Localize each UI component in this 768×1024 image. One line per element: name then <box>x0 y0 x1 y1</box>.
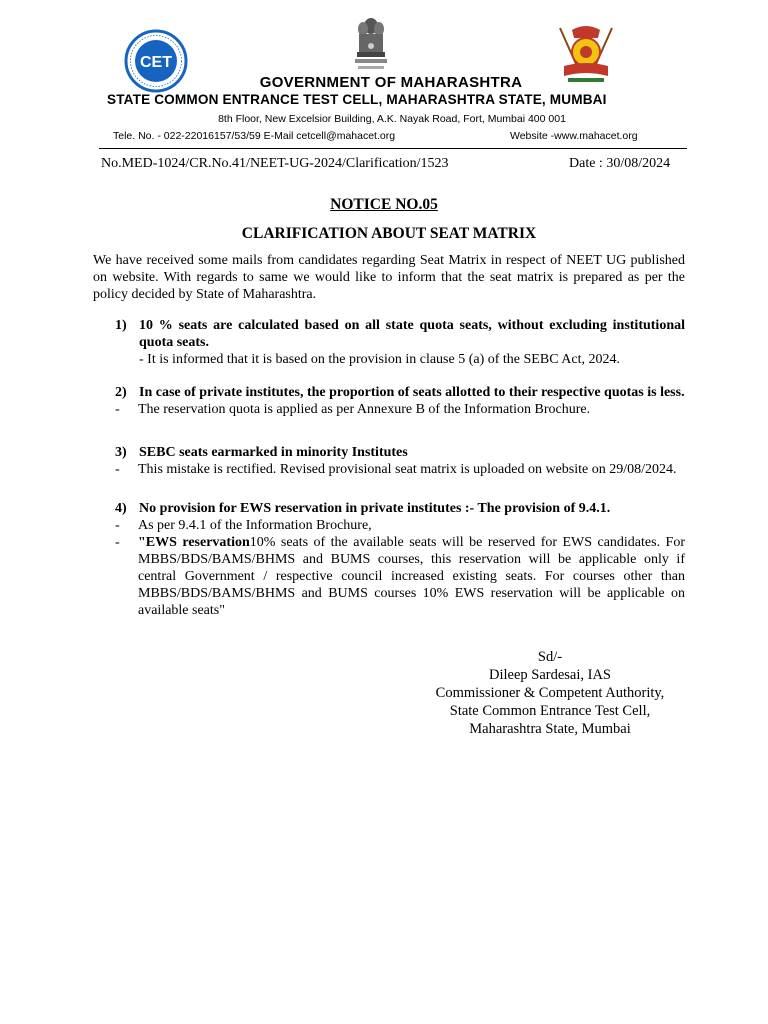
item-number: 1) <box>115 318 127 333</box>
notice-number <box>0 196 768 213</box>
item-heading: No provision for EWS reservation in private institutes :- The provision of 9.4.1. <box>139 501 611 516</box>
state-emblem-icon <box>350 16 392 80</box>
reference-number: No.MED-1024/CR.No.41/NEET-UG-2024/Clarification/1523 <box>101 156 449 171</box>
item-bullet <box>115 534 685 619</box>
item-heading: SEBC seats earmarked in minority Institutes <box>139 445 408 460</box>
notice-title: CLARIFICATION ABOUT SEAT MATRIX <box>241 225 537 242</box>
reference-date: Date : 30/08/2024 <box>569 156 671 171</box>
letterhead-government: GOVERNMENT OF MAHARASHTRA <box>259 74 523 91</box>
list-item <box>115 317 685 368</box>
letterhead-website: Website -www.mahacet.org <box>510 130 638 142</box>
list-item <box>115 444 685 478</box>
ews-reservation-lead: "EWS reservation <box>138 535 250 550</box>
bullet-dash: - <box>115 402 120 417</box>
letterhead-address: 8th Floor, New Excelsior Building, A.K. Nayak Road, Fort, Mumbai 400 001 <box>218 113 566 125</box>
notice-number-text: NOTICE NO.05 <box>330 196 438 213</box>
item-subtext: - It is informed that it is based on the provision in clause 5 (a) of the SEBC Act, 2024. <box>139 352 620 367</box>
bullet-text: The reservation quota is applied as per Annexure B of the Information Brochure. <box>138 402 591 417</box>
bullet-dash: - <box>115 535 120 550</box>
letterhead-telephone-email: Tele. No. - 022-22016157/53/59 E-Mail cetcell@mahacet.org <box>113 130 396 142</box>
item-bullet <box>115 461 685 478</box>
signatory-office: State Common Entrance Test Cell, <box>449 703 651 719</box>
item-heading: In case of private institutes, the proportion of seats allotted to their respective quotas is less. <box>139 385 685 400</box>
letterhead-office: STATE COMMON ENTRANCE TEST CELL, MAHARASHTRA STATE, MUMBAI <box>107 92 607 107</box>
list-item <box>115 384 685 418</box>
bullet-text: 10% seats of the available seats will be reserved for EWS candidates. For MBBS/BDS/BAMS/BHMS and BUMS courses, this reservation will be applicable only if central Government / respective council increased existing seats. For courses other than MBBS/BDS/BAMS/BHMS and BUMS courses 10% EWS reservation will be applicable on available seats" <box>138 535 685 618</box>
cet-logo-text: CET <box>140 54 172 71</box>
signature-sd: Sd/- <box>537 649 563 665</box>
bullet-dash: - <box>115 518 120 533</box>
item-heading: 10 % seats are calculated based on all state quota seats, without excluding institutional quota seats. <box>139 318 685 350</box>
bullet-text: This mistake is rectified. Revised provisional seat matrix is uploaded on website on 29/08/2024. <box>138 462 677 477</box>
item-bullet <box>115 517 685 534</box>
letterhead-divider <box>99 148 687 149</box>
signatory-location: Maharashtra State, Mumbai <box>469 721 631 737</box>
item-bullet <box>115 401 685 418</box>
item-number: 4) <box>115 501 127 516</box>
signatory-name: Dileep Sardesai, IAS <box>488 667 611 683</box>
item-number: 3) <box>115 445 127 460</box>
notice-intro: We have received some mails from candidates regarding Seat Matrix in respect of NEET UG published on website. With regards to same we would like to inform that the seat matrix is prepared as per the policy decided by State of Maharashtra. <box>93 253 685 302</box>
item-number: 2) <box>115 385 127 400</box>
bullet-dash: - <box>115 462 120 477</box>
bullet-text: As per 9.4.1 of the Information Brochure, <box>138 518 372 533</box>
signatory-designation: Commissioner & Competent Authority, <box>435 685 665 701</box>
list-item <box>115 500 685 619</box>
